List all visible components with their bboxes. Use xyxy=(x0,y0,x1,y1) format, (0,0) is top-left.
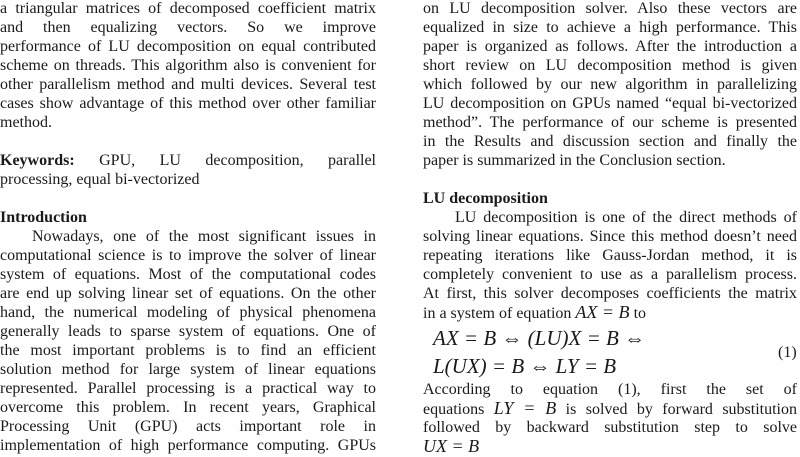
inline-math: LY = B xyxy=(493,398,557,418)
text-line: LU decomposition is one of the direct methods of xyxy=(455,208,797,226)
text-line: scheme on threads. This algorithm also is convenient for xyxy=(0,56,376,74)
text-line: solution method for large system of linear equations xyxy=(0,360,376,378)
after-equation-paragraph xyxy=(423,380,797,456)
text-line: hand, the numerical modeling of physical phenomena xyxy=(0,303,376,321)
text-line: the most important problems is to find an efficient xyxy=(0,341,376,359)
text-line: repeating iterations like Gauss-Jordan method, it is xyxy=(423,246,797,264)
lu-decomposition-heading: LU decomposition xyxy=(423,189,548,207)
text-line: LU decomposition on GPUs named “equal bi-vectorized xyxy=(423,94,797,112)
introduction-paragraph xyxy=(0,227,376,455)
text-line: on LU decomposition solver. Also these vectors are xyxy=(423,0,797,17)
text-line: completely convenient to use as a parallelism process. xyxy=(423,265,797,283)
text: equations xyxy=(423,401,494,418)
text-line: are end up solving linear set of equations. On the other xyxy=(0,284,376,302)
text-line: overcome this problem. In recent years, Graphical xyxy=(0,398,376,416)
lu-last-line xyxy=(423,303,797,322)
text-line: At first, this solver decomposes coefficients the matrix xyxy=(423,284,797,302)
keywords-text: GPU, LU decomposition, parallel xyxy=(74,151,376,169)
text-line xyxy=(423,437,797,456)
text-line: a triangular matrices of decomposed coefficient matrix xyxy=(0,0,376,17)
left-column xyxy=(0,0,376,455)
text-line: performance of LU decomposition on equal contributed xyxy=(0,37,376,55)
text-line: Processing Unit (GPU) acts important role in xyxy=(0,417,376,435)
introduction-continued-paragraph xyxy=(423,0,797,170)
equation-line-1: AX = B ⇔ (LU)X = B ⇔ xyxy=(433,326,646,350)
text-line: equalized in size to achieve a high performance. This xyxy=(423,18,797,36)
text-line: paper is organized as follows. After the introduction a xyxy=(423,37,797,55)
text-line: in the Results and discussion section and finally the xyxy=(423,132,797,150)
text-line: paper is summarized in the Conclusion section. xyxy=(423,151,726,169)
text-line: solving linear equations. Since this method doesn’t need xyxy=(423,227,797,245)
text-line: According to equation (1), first the set of xyxy=(423,381,797,398)
text: in a system of equation xyxy=(423,304,576,322)
text-line: generally leads to sparse system of equations. One of xyxy=(0,322,376,340)
text-line: cases show advantage of this method over other familiar xyxy=(0,94,376,112)
text-line: implementation of high performance computing. GPUs xyxy=(0,436,376,454)
inline-math: AX = B xyxy=(575,301,630,322)
text-line: computational science is to improve the solver of linear xyxy=(0,246,376,264)
text-line: followed by backward substitution step to solve xyxy=(423,419,797,436)
text-line: system of equations. Most of the computational codes xyxy=(0,265,376,283)
introduction-heading: Introduction xyxy=(0,208,87,226)
text-line: method”. The performance of our scheme is presented xyxy=(423,113,797,131)
text: is solved by forward substitution xyxy=(556,401,797,418)
equation-line-2: L(UX) = B ⇔ LY = B xyxy=(433,354,617,378)
keywords-line xyxy=(0,151,376,170)
text-line: which followed by our new algorithm in parallelizing xyxy=(423,75,797,93)
keywords-label: Keywords: xyxy=(0,151,75,169)
text-line: method. xyxy=(0,113,52,131)
inline-math: UX = B xyxy=(423,436,480,456)
text-line: represented. Parallel processing is a practical way to xyxy=(0,379,376,397)
right-column xyxy=(423,0,797,322)
abstract-paragraph xyxy=(0,0,376,132)
keywords-line-2: processing, equal bi-vectorized xyxy=(0,170,200,188)
text: to xyxy=(629,304,647,322)
text-line: Nowadays, one of the most significant issues in xyxy=(32,227,376,245)
equation-number: (1) xyxy=(778,344,797,361)
text-line: short review on LU decomposition method is given xyxy=(423,56,797,74)
text-line: other parallelism method and multi devices. Several test xyxy=(0,75,376,93)
text-line: and then equalizing vectors. So we improve xyxy=(0,18,376,36)
lu-paragraph xyxy=(423,208,797,303)
text-line xyxy=(423,399,797,418)
